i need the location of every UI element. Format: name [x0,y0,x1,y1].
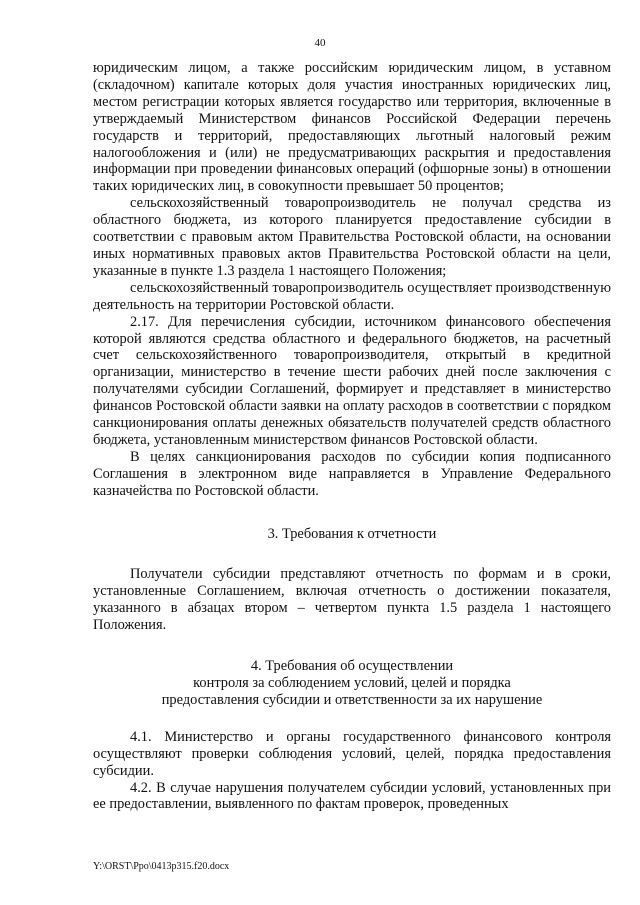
section-4-heading-line-2: контроля за соблюдением условий, целей и порядка [193,675,511,691]
paragraph-sanction: В целях санкционирования расходов по субсидии копия подписанного Соглашения в электронном виде направляется в Управление Федерального казначейства по Ростовской области. [93,448,611,499]
paragraph-condition-no-funds: сельскохозяйственный товаропроизводитель не получал средства из областного бюджета, из которого планируется предоставление субсидии в соответствии с правовым актом Правительства Ростовской области, на основании иных нормативных правовых актов Правительства Ростовской области на цели, указанные в пункте 1.3 раздела 1 настоящего Положения; [93,195,611,279]
section-4-heading-line-3: предоставления субсидии и ответственности за их нарушение [161,691,543,708]
file-path-footer: Y:\ORST\Ppo\0413p315.f20.docx [93,861,230,872]
paragraph-4-2: 4.2. В случае нарушения получателем субсидии условий, установленных при ее предоставлении, выявленного по фактам проверок, проведенных [93,779,611,813]
paragraph-continuation: юридическим лицом, а также российским юридическим лицом, в уставном (складочном) капитале которых доля участия иностранных юридических лиц, местом регистрации которых является государство или территория, включенные в утверждаемый Министерством финансов Российской Федерации перечень государств и территорий, предоставляющих льготный налоговый режим налогообложения и (или) не предусматривающих раскрытия и предоставления информации при проведении финансовых операций (офшорные зоны) в отношении таких юридических лиц, в совокупности превышает 50 процентов; [93,60,611,195]
paragraph-4-1: 4.1. Министерство и органы государственного финансового контроля осуществляют проверки соблюдения условий, целей, порядка предоставления субсидии. [93,728,611,779]
section-4-heading-line-1: 4. Требования об осуществлении [250,658,454,675]
page-number: 40 [314,37,326,49]
section-3-text: Получатели субсидии представляют отчетность по формам и в сроки, установленные Соглашением, включая отчетность о достижении показателя, указанного в абзацах втором – четвертом пункта 1.5 раздела 1 настоящего Положения. [93,566,611,634]
paragraph-2-17: 2.17. Для перечисления субсидии, источником финансового обеспечения которой являются средства областного и федерального бюджетов, на расчетный счет сельскохозяйственного товаропроизводителя, открытый в кредитной организации, министерство в течение шести рабочих дней после заключения с получателями субсидии Соглашений, формирует и представляет в министерство финансов Ростовской области заявки на оплату расходов в соответствии с порядком санкционирования оплаты денежных обязательств получателей средств областного бюджета, установленным министерством финансов Ростовской области. [93,313,611,448]
section-3-heading: 3. Требования к отчетности [267,525,437,542]
paragraph-condition-territory: сельскохозяйственный товаропроизводитель осуществляет производственную деятельность на территории Ростовской области. [93,279,611,313]
document-body [93,60,611,813]
